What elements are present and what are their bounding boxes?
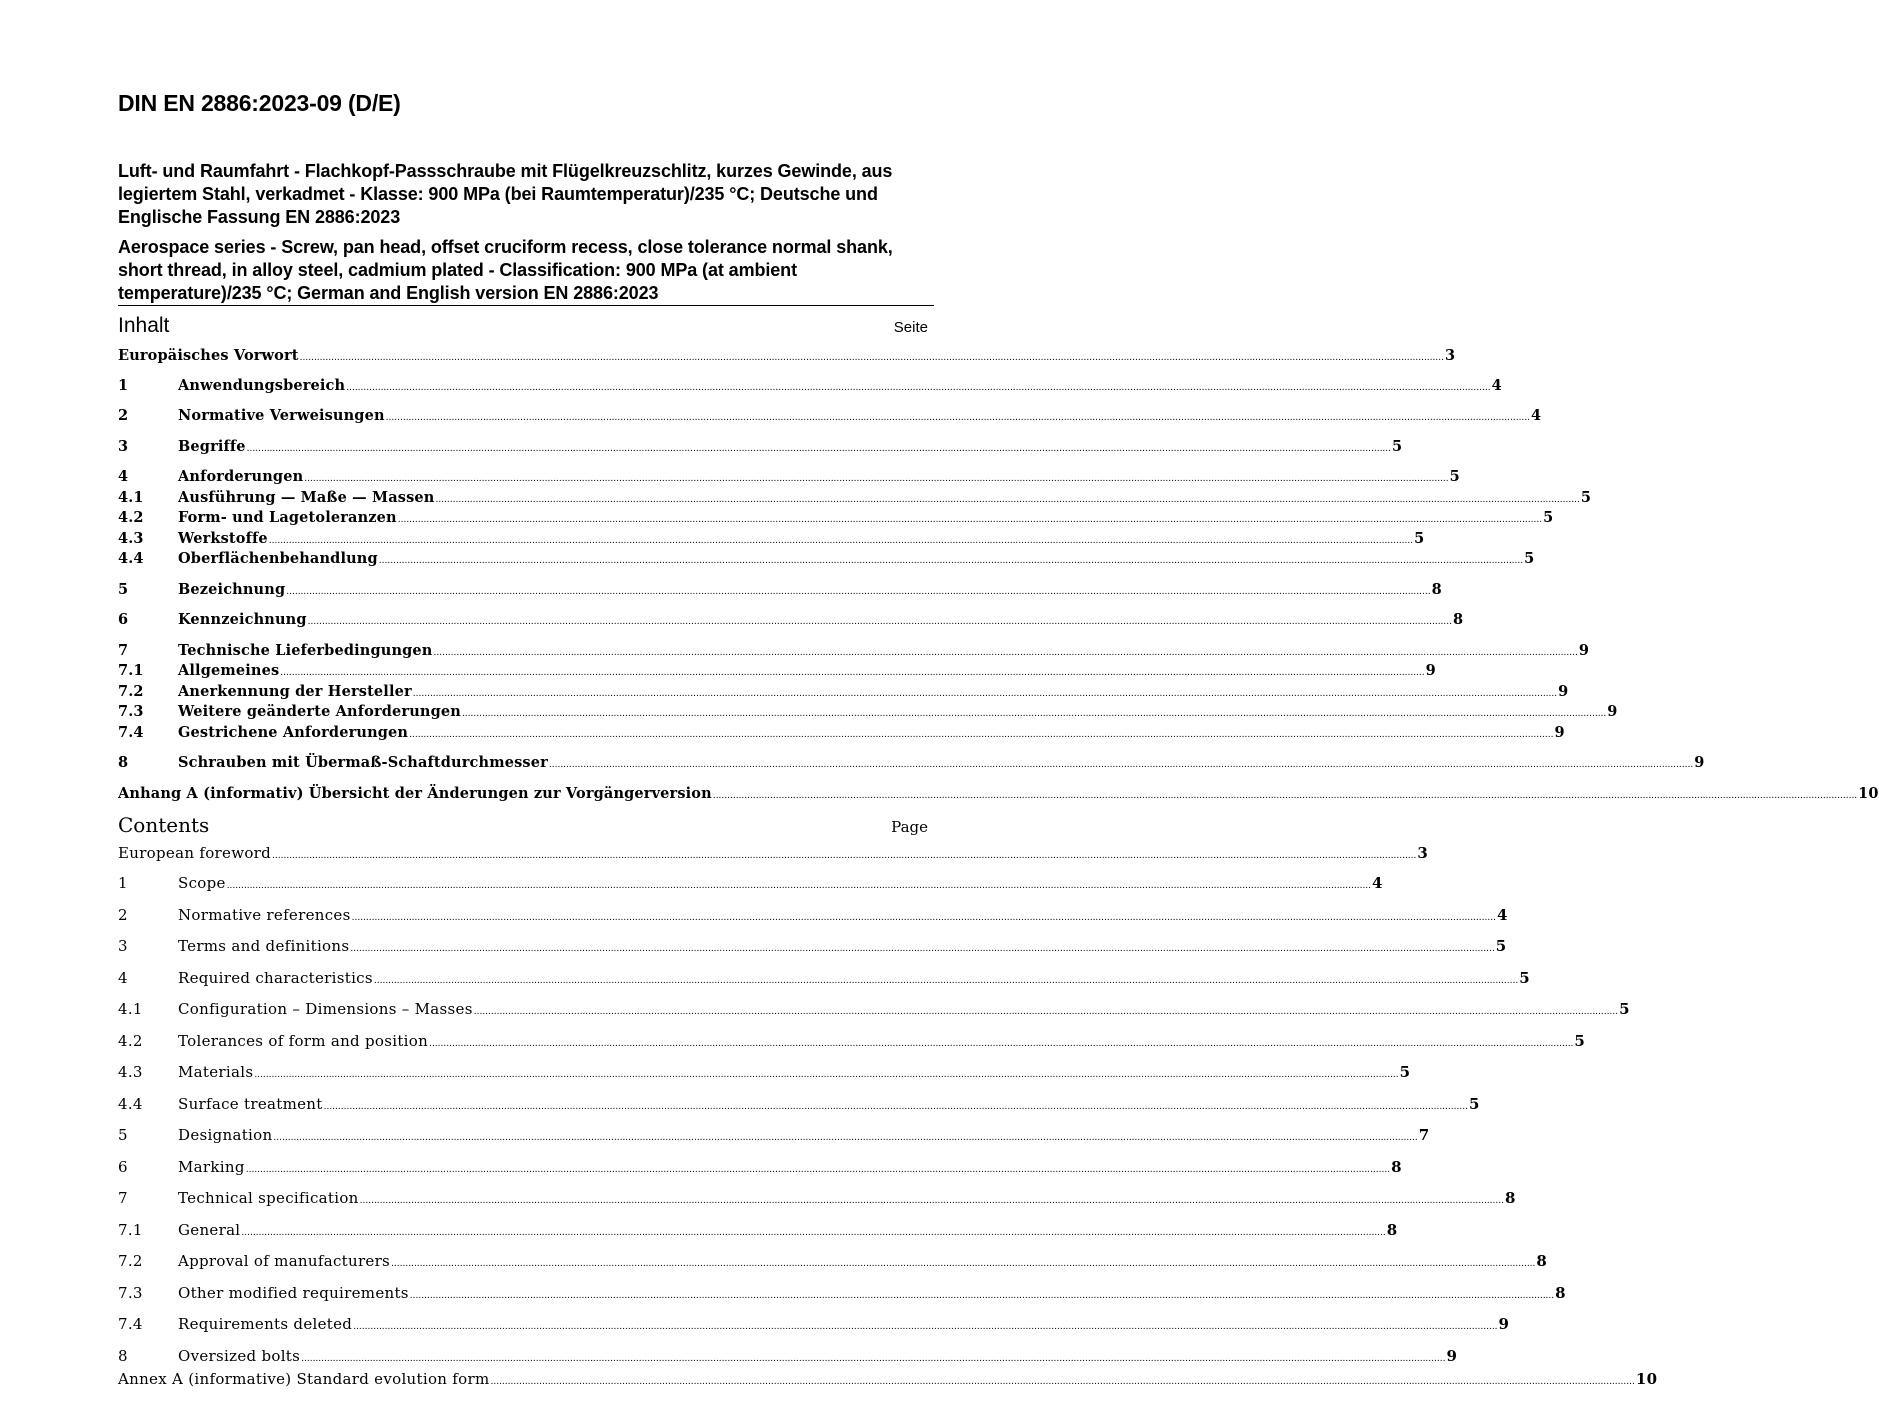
toc-leader-dots: ................................................................................................................................................................................................................................................................................................................................................................................................................ — [712, 791, 1858, 801]
toc-entry-page: 5 — [1414, 530, 1425, 547]
toc-entry[interactable] — [118, 529, 1425, 549]
toc-entry-number: 7.1 — [118, 662, 144, 679]
toc-entry-number: 4.4 — [118, 550, 144, 567]
toc-leader-dots: ................................................................................................................................................................................................................................................................................................................................................................................................................ — [323, 1102, 1468, 1112]
toc-de-heading: Inhalt — [118, 314, 170, 337]
toc-entry-page: 3 — [1417, 844, 1429, 862]
toc-entry-label: Gestrichene Anforderungen — [178, 724, 409, 741]
toc-entry-number: 4.3 — [118, 1063, 143, 1081]
toc-entry-label: European foreword — [118, 844, 272, 862]
toc-leader-dots: ................................................................................................................................................................................................................................................................................................................................................................................................................ — [435, 495, 1580, 505]
toc-leader-dots: ................................................................................................................................................................................................................................................................................................................................................................................................................ — [280, 668, 1425, 678]
toc-entry-label: Normative references — [178, 906, 351, 924]
toc-entry-number: 8 — [118, 1347, 128, 1365]
title-german: Luft- und Raumfahrt - Flachkopf-Passschraube mit Flügelkreuzschlitz, kurzes Gewinde, aus legiertem Stahl, verkadmet - Klasse: 900 MPa (bei Raumtemperatur)/235 °C; Deutsche und Englische Fassung EN 2886:2023 — [118, 161, 893, 227]
toc-leader-dots: ................................................................................................................................................................................................................................................................................................................................................................................................................ — [350, 944, 1495, 954]
toc-leader-dots: ................................................................................................................................................................................................................................................................................................................................................................................................................ — [397, 515, 1543, 525]
toc-entry-label: Approval of manufacturers — [178, 1252, 391, 1270]
toc-de-header — [118, 314, 928, 338]
toc-entry[interactable] — [118, 467, 1460, 487]
toc-leader-dots: ................................................................................................................................................................................................................................................................................................................................................................................................................ — [299, 353, 1444, 363]
toc-entry-page: 9 — [1498, 1315, 1510, 1333]
toc-entry-label: Kennzeichnung — [178, 611, 307, 628]
toc-entry[interactable] — [118, 1251, 1548, 1271]
toc-entry-number: 6 — [118, 1158, 128, 1176]
toc-entry-number: 5 — [118, 1126, 128, 1144]
toc-entry-number: 7 — [118, 1189, 128, 1207]
toc-entry-label: Designation — [178, 1126, 273, 1144]
toc-entry-label: Oversized bolts — [178, 1347, 301, 1365]
toc-entry-number: 4.2 — [118, 509, 144, 526]
toc-entry-page: 5 — [1524, 550, 1535, 567]
toc-leader-dots: ................................................................................................................................................................................................................................................................................................................................................................................................................ — [268, 536, 1414, 546]
toc-entry-number: 7.3 — [118, 1284, 143, 1302]
toc-leader-dots: ................................................................................................................................................................................................................................................................................................................................................................................................................ — [351, 913, 1496, 923]
toc-entry-label: Marking — [178, 1158, 245, 1176]
toc-entry[interactable] — [118, 784, 1879, 804]
toc-entry-label: Normative Verweisungen — [178, 407, 385, 424]
toc-entry-page: 8 — [1555, 1284, 1566, 1302]
toc-entry-page: 5 — [1519, 969, 1530, 987]
toc-entry-label: Schrauben mit Übermaß-Schaftdurchmesser — [178, 754, 548, 771]
toc-entry[interactable] — [118, 1031, 1586, 1051]
toc-entry-label: Bezeichnung — [178, 581, 286, 598]
toc-entry-page: 5 — [1495, 937, 1507, 955]
toc-entry[interactable] — [118, 905, 1508, 925]
toc-leader-dots: ................................................................................................................................................................................................................................................................................................................................................................................................................ — [378, 556, 1524, 566]
toc-entry[interactable] — [118, 1220, 1398, 1240]
toc-entry-page: 4 — [1491, 377, 1502, 394]
toc-entry-page: 9 — [1425, 662, 1436, 679]
toc-leader-dots: ................................................................................................................................................................................................................................................................................................................................................................................................................ — [353, 1322, 1498, 1332]
toc-entry[interactable] — [118, 1157, 1402, 1177]
toc-entry[interactable] — [118, 936, 1507, 956]
toc-entry-number: 8 — [118, 754, 129, 771]
toc-entry-label: Terms and definitions — [178, 937, 350, 955]
toc-en-heading: Contents — [118, 813, 210, 837]
toc-entry-label: Ausführung — Maße — Massen — [178, 489, 435, 506]
toc-entry-number: 6 — [118, 611, 129, 628]
toc-leader-dots: ................................................................................................................................................................................................................................................................................................................................................................................................................ — [286, 587, 1431, 597]
document-title: DIN EN 2886:2023-09 (D/E) — [118, 90, 401, 116]
toc-entry-label: Anforderungen — [178, 468, 304, 485]
title-divider — [118, 305, 934, 306]
toc-entry[interactable] — [118, 580, 1442, 600]
toc-entry-number: 4.2 — [118, 1032, 143, 1050]
toc-entry-page: 3 — [1444, 347, 1456, 364]
toc-en-page-label: Page — [891, 818, 928, 836]
toc-entry[interactable] — [118, 488, 1592, 508]
toc-entry-number: 4.3 — [118, 530, 144, 547]
toc-leader-dots: ................................................................................................................................................................................................................................................................................................................................................................................................................ — [245, 1165, 1391, 1175]
toc-entry[interactable] — [118, 1314, 1510, 1334]
toc-entry[interactable] — [118, 702, 1618, 722]
toc-entry[interactable] — [118, 1283, 1566, 1303]
toc-entry-label: Werkstoffe — [178, 530, 268, 547]
toc-leader-dots: ................................................................................................................................................................................................................................................................................................................................................................................................................ — [301, 1354, 1446, 1364]
toc-entry-number: 3 — [118, 937, 128, 955]
toc-en-header — [118, 813, 928, 837]
toc-leader-dots: ................................................................................................................................................................................................................................................................................................................................................................................................................ — [304, 474, 1449, 484]
toc-entry[interactable] — [118, 508, 1554, 528]
toc-entry[interactable] — [118, 376, 1502, 396]
toc-entry-number: 4 — [118, 468, 129, 485]
toc-leader-dots: ................................................................................................................................................................................................................................................................................................................................................................................................................ — [241, 1228, 1386, 1238]
toc-de-page-label: Seite — [893, 319, 928, 336]
toc-entry-number: 4.1 — [118, 489, 144, 506]
toc-entry-label: Anerkennung der Hersteller — [178, 683, 412, 700]
toc-entry[interactable] — [118, 437, 1403, 457]
toc-entry-page: 4 — [1372, 874, 1383, 892]
toc-leader-dots: ................................................................................................................................................................................................................................................................................................................................................................................................................ — [254, 1070, 1399, 1080]
toc-entry-page: 5 — [1392, 438, 1403, 455]
toc-entry[interactable] — [118, 549, 1535, 569]
toc-leader-dots: ................................................................................................................................................................................................................................................................................................................................................................................................................ — [461, 709, 1607, 719]
toc-leader-dots: ................................................................................................................................................................................................................................................................................................................................................................................................................ — [246, 444, 1392, 454]
toc-entry-page: 8 — [1504, 1189, 1516, 1207]
toc-entry-page: 8 — [1536, 1252, 1548, 1270]
toc-entry-label: Surface treatment — [178, 1095, 323, 1113]
toc-leader-dots: ................................................................................................................................................................................................................................................................................................................................................................................................................ — [429, 1039, 1574, 1049]
toc-entry-label: Weitere geänderte Anforderungen — [178, 703, 461, 720]
toc-entry-page: 5 — [1574, 1032, 1586, 1050]
toc-leader-dots: ................................................................................................................................................................................................................................................................................................................................................................................................................ — [490, 1377, 1635, 1387]
toc-leader-dots: ................................................................................................................................................................................................................................................................................................................................................................................................................ — [359, 1196, 1504, 1206]
toc-entry-number: 7 — [118, 642, 129, 659]
toc-entry-number: 7.2 — [118, 683, 144, 700]
toc-entry-label: Other modified requirements — [178, 1284, 409, 1302]
toc-entry-page: 4 — [1531, 407, 1542, 424]
toc-entry-page: 5 — [1543, 509, 1554, 526]
toc-entry-label: Annex A (informative) Standard evolution form — [118, 1370, 490, 1388]
toc-entry-page: 10 — [1635, 1370, 1658, 1388]
title-english: Aerospace series - Screw, pan head, offset cruciform recess, close tolerance normal shank, short thread, in alloy steel, cadmium plated - Classification: 900 MPa (at ambient temperature)/235 °C; German and English version EN 2886:2023 — [118, 237, 893, 303]
toc-entry-number: 1 — [118, 874, 128, 892]
toc-entry-page: 5 — [1399, 1063, 1411, 1081]
toc-leader-dots: ................................................................................................................................................................................................................................................................................................................................................................................................................ — [409, 730, 1554, 740]
toc-leader-dots: ................................................................................................................................................................................................................................................................................................................................................................................................................ — [433, 648, 1578, 658]
toc-entry-label: Tolerances of form and position — [178, 1032, 429, 1050]
toc-entry[interactable] — [118, 1346, 1458, 1366]
toc-entry-page: 4 — [1496, 906, 1508, 924]
toc-entry-label: Technical specification — [178, 1189, 359, 1207]
toc-entry-label: Requirements deleted — [178, 1315, 353, 1333]
toc-entry-number: 7.2 — [118, 1252, 143, 1270]
toc-leader-dots: ................................................................................................................................................................................................................................................................................................................................................................................................................ — [412, 689, 1558, 699]
toc-entry[interactable] — [118, 1188, 1516, 1208]
toc-entry-number: 2 — [118, 407, 129, 424]
toc-entry[interactable] — [118, 999, 1630, 1019]
toc-entry[interactable] — [118, 873, 1383, 893]
toc-entry-page: 9 — [1694, 754, 1705, 771]
toc-entry-page: 8 — [1453, 611, 1464, 628]
toc-leader-dots: ................................................................................................................................................................................................................................................................................................................................................................................................................ — [272, 851, 1417, 861]
toc-entry-label: Materials — [178, 1063, 254, 1081]
toc-entry-number: 2 — [118, 906, 128, 924]
toc-entry-page: 9 — [1578, 642, 1590, 659]
toc-entry[interactable] — [118, 968, 1530, 988]
toc-entry[interactable] — [118, 610, 1464, 630]
toc-leader-dots: ................................................................................................................................................................................................................................................................................................................................................................................................................ — [273, 1133, 1418, 1143]
toc-entry-page: 5 — [1619, 1000, 1630, 1018]
toc-entry-page: 9 — [1554, 724, 1565, 741]
toc-leader-dots: ................................................................................................................................................................................................................................................................................................................................................................................................................ — [346, 383, 1491, 393]
toc-leader-dots: ................................................................................................................................................................................................................................................................................................................................................................................................................ — [373, 976, 1519, 986]
toc-entry[interactable] — [118, 1369, 1658, 1389]
toc-entry[interactable] — [118, 843, 1429, 863]
toc-entry-number: 4.4 — [118, 1095, 143, 1113]
toc-entry-number: 4 — [118, 969, 128, 987]
toc-entry-number: 5 — [118, 581, 129, 598]
toc-entry[interactable] — [118, 753, 1705, 773]
toc-entry-number: 7.1 — [118, 1221, 143, 1239]
toc-entry-label: Form- und Lagetoleranzen — [178, 509, 397, 526]
toc-entry[interactable] — [118, 1094, 1480, 1114]
toc-entry-page: 8 — [1391, 1158, 1402, 1176]
toc-entry-page: 8 — [1386, 1221, 1398, 1239]
toc-entry-page: 7 — [1418, 1126, 1430, 1144]
toc-entry-page: 10 — [1858, 785, 1879, 802]
toc-leader-dots: ................................................................................................................................................................................................................................................................................................................................................................................................................ — [307, 617, 1452, 627]
toc-entry[interactable] — [118, 641, 1590, 661]
toc-entry[interactable] — [118, 346, 1456, 366]
toc-entry-label: Allgemeines — [178, 662, 280, 679]
toc-entry-label: Anwendungsbereich — [178, 377, 346, 394]
toc-entry-label: Oberflächenbehandlung — [178, 550, 378, 567]
toc-entry-label: Required characteristics — [178, 969, 373, 987]
toc-leader-dots: ................................................................................................................................................................................................................................................................................................................................................................................................................ — [391, 1259, 1536, 1269]
toc-entry-label: Anhang A (informativ) Übersicht der Änderungen zur Vorgängerversion — [118, 785, 712, 802]
toc-entry-number: 7.4 — [118, 724, 144, 741]
toc-entry-page: 8 — [1431, 581, 1442, 598]
toc-entry-page: 9 — [1607, 703, 1618, 720]
toc-entry-page: 5 — [1449, 468, 1460, 485]
toc-entry[interactable] — [118, 661, 1436, 681]
toc-entry-number: 1 — [118, 377, 129, 394]
toc-leader-dots: ................................................................................................................................................................................................................................................................................................................................................................................................................ — [473, 1007, 1619, 1017]
toc-entry-number: 3 — [118, 438, 129, 455]
toc-entry-number: 7.3 — [118, 703, 144, 720]
toc-leader-dots: ................................................................................................................................................................................................................................................................................................................................................................................................................ — [409, 1291, 1555, 1301]
toc-entry-number: 7.4 — [118, 1315, 143, 1333]
toc-entry[interactable] — [118, 682, 1569, 702]
toc-entry-label: Europäisches Vorwort — [118, 347, 299, 364]
toc-entry-label: Technische Lieferbedingungen — [178, 642, 433, 659]
toc-entry-number: 4.1 — [118, 1000, 143, 1018]
toc-entry-page: 5 — [1468, 1095, 1480, 1113]
toc-entry-page: 9 — [1558, 683, 1569, 700]
toc-entry-page: 5 — [1580, 489, 1592, 506]
toc-entry[interactable] — [118, 723, 1565, 743]
toc-entry-label: General — [178, 1221, 241, 1239]
toc-leader-dots: ................................................................................................................................................................................................................................................................................................................................................................................................................ — [385, 413, 1531, 423]
toc-entry-label: Configuration – Dimensions – Masses — [178, 1000, 473, 1018]
toc-entry-page: 9 — [1446, 1347, 1458, 1365]
toc-entry[interactable] — [118, 406, 1542, 426]
toc-leader-dots: ................................................................................................................................................................................................................................................................................................................................................................................................................ — [548, 760, 1694, 770]
toc-entry[interactable] — [118, 1062, 1411, 1082]
toc-entry[interactable] — [118, 1125, 1430, 1145]
toc-entry-label: Begriffe — [178, 438, 246, 455]
toc-entry-label: Scope — [178, 874, 226, 892]
toc-leader-dots: ................................................................................................................................................................................................................................................................................................................................................................................................................ — [226, 881, 1372, 891]
